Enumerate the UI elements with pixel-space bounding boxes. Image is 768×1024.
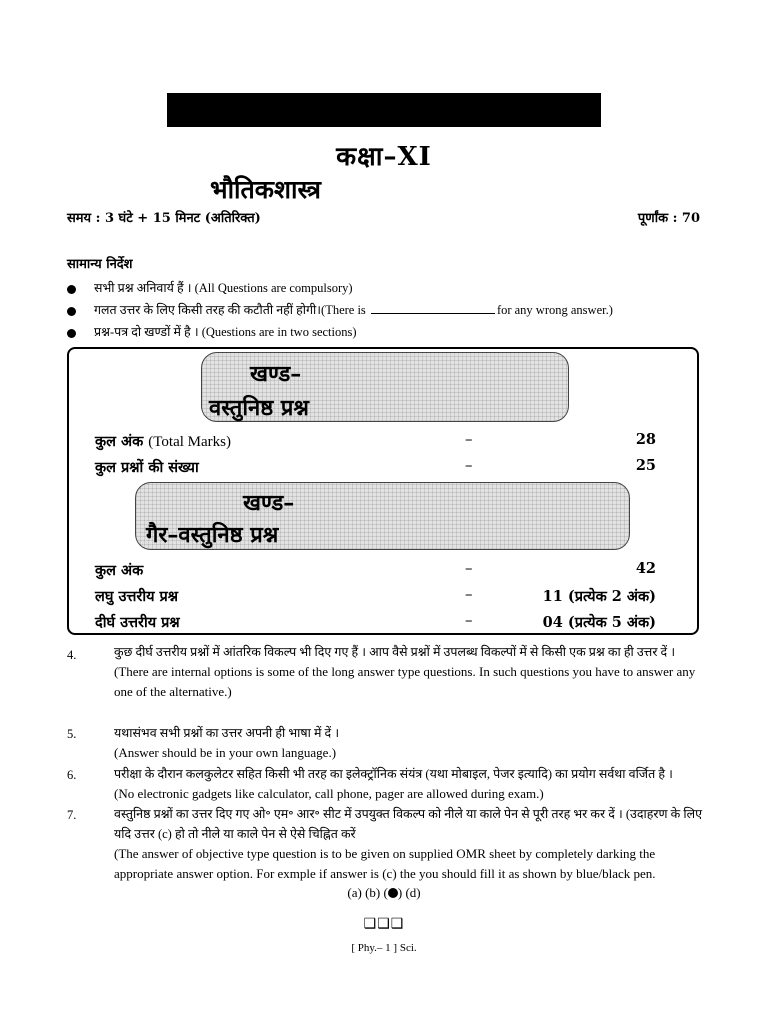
redacted-header-bar (167, 93, 601, 127)
dash: – (465, 456, 473, 474)
dash: – (465, 430, 473, 448)
dash: – (465, 559, 473, 577)
subject-title: भौतिकशास्त्र (210, 175, 321, 204)
instruction-number: 7. (67, 808, 77, 822)
instruction-text-hi: यथासंभव सभी प्रश्नों का उत्तर अपनी ही भाषा में दें । (114, 726, 340, 740)
instruction-number: 5. (67, 727, 77, 741)
instruction-text-hi: परीक्षा के दौरान कलकुलेटर सहित किसी भी तरह का इलेक्ट्रॉनिक संयंत्र (यथा मोबाइल, पेजर इत्यादि) का प्रयोग सर्वथा वर्जित है । (114, 767, 673, 781)
option-d: (d) (405, 885, 421, 900)
instruction-text-en: (The answer of objective type question is to be given on supplied OMR sheet by completely darking the appropriate answer option. For exmple if answer is (c) the you should fill it as shown by blue/black pen. (114, 846, 656, 881)
option-a: (a) (347, 885, 362, 900)
section-b-title: गैर–वस्तुनिष्ठ प्रश्न (146, 522, 279, 548)
label-en: (Total Marks) (148, 434, 231, 450)
bullet-dot-icon (67, 307, 76, 316)
blank-line (371, 302, 495, 314)
short-answer-label: लघु उत्तरीय प्रश्न (95, 588, 179, 605)
label-hi: कुल अंक (95, 433, 144, 450)
short-answer-value: 11 (प्रत्येक 2 अंक) (542, 588, 656, 605)
long-answer-value: 04 (प्रत्येक 5 अंक) (542, 614, 656, 631)
instruction-number: 6. (67, 768, 77, 782)
bullet-text-hi: प्रश्न-पत्र दो खण्डों में है । (94, 325, 199, 339)
section-b-total-marks-value: 42 (635, 560, 656, 577)
instruction-text-hi: वस्तुनिष्ठ प्रश्नों का उत्तर दिए गए ओ॰ एम॰ आर॰ सीट में उपयुक्त विकल्प को नीले या काले पेन से पूरी तरह भर कर दें । (उदाहरण के लिए यदि उत्तर (c) हो तो नीले या काले पेन से ऐसे चिह्नित करें (114, 807, 702, 841)
bullet-dot-icon (67, 285, 76, 294)
omr-options-example (0, 885, 768, 901)
instruction-6 (114, 764, 702, 804)
bullet-text-en: (Questions are in two sections) (201, 325, 357, 339)
section-a-title: वस्तुनिष्ठ प्रश्न (209, 395, 309, 421)
section-a-total-marks-label (95, 431, 231, 451)
option-c-open: ( (383, 885, 388, 900)
instruction-5 (114, 723, 702, 763)
instruction-4 (114, 642, 702, 702)
instruction-bullet (67, 279, 353, 296)
general-instructions-heading: सामान्य निर्देश (67, 257, 133, 272)
section-b-heading: खण्ड– (243, 490, 295, 516)
class-title: कक्षा–XI (336, 142, 432, 172)
instruction-bullet (67, 301, 613, 318)
section-a-heading: खण्ड– (250, 361, 302, 387)
instruction-7 (114, 804, 702, 884)
instruction-text-en: (Answer should be in your own language.) (114, 745, 337, 760)
option-c-close: ) (397, 885, 403, 900)
filled-circle-icon (388, 888, 398, 898)
bullet-text-en-pre: (There is (321, 303, 366, 317)
dash: – (465, 611, 473, 629)
end-marks: ❑❑❑ (363, 916, 405, 932)
bullet-text-en-post: for any wrong answer.) (496, 303, 613, 317)
section-b-total-marks-label: कुल अंक (95, 562, 144, 579)
section-a-question-count-label: कुल प्रश्नों की संख्या (95, 459, 199, 476)
dash: – (465, 585, 473, 603)
bullet-dot-icon (67, 329, 76, 338)
page-footer: [ Phy.– 1 ] Sci. (351, 942, 417, 954)
instruction-text-en: (No electronic gadgets like calculator, call phone, pager are allowed during exam.) (114, 786, 544, 801)
long-answer-label: दीर्घ उत्तरीय प्रश्न (95, 614, 180, 631)
bullet-text-hi: गलत उत्तर के लिए किसी तरह की कटौती नहीं होगी। (94, 303, 322, 317)
section-a-question-count-value: 25 (635, 457, 656, 474)
exam-time: समय : 3 घंटे + 15 मिनट (अतिरिक्त) (67, 211, 261, 226)
full-marks: पूर्णांक : 70 (637, 211, 700, 226)
option-b: (b) (365, 885, 381, 900)
instruction-text-hi: कुछ दीर्घ उत्तरीय प्रश्नों में आंतरिक विकल्प भी दिए गए हैं । आप वैसे प्रश्नों में उपलब्ध विकल्पों में से किसी एक प्रश्न का ही उत्तर दें । (114, 645, 676, 659)
instruction-number: 4. (67, 648, 77, 662)
instruction-text-en: (There are internal options is some of the long answer type questions. In such questions you have to answer any one of the alternative.) (114, 664, 696, 699)
bullet-text-en: (All Questions are compulsory) (194, 281, 353, 295)
section-a-total-marks-value: 28 (635, 431, 656, 448)
bullet-text-hi: सभी प्रश्न अनिवार्य हैं । (94, 281, 192, 295)
instruction-bullet (67, 323, 357, 340)
